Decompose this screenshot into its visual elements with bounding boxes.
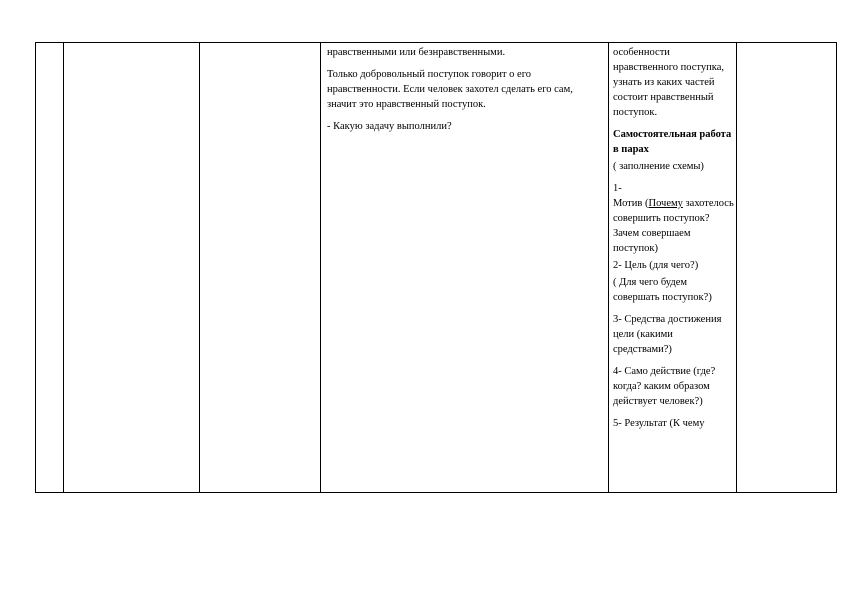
scheme-item-1-number: 1-: [613, 183, 622, 194]
table-cell-1: [36, 43, 64, 493]
scheme-item-2: 2- Цель (для чего?): [613, 260, 699, 271]
scheme-item-1: [613, 181, 734, 256]
table-cell-3: [200, 43, 321, 493]
table-cell-teacher-activity: [321, 43, 609, 493]
teacher-question: - Какую задачу выполнили?: [327, 121, 452, 132]
section-heading: Самостоятельная работа в парах: [613, 129, 732, 155]
teacher-text-paragraph: Только добровольный поступок говорит о его нравственности. Если человек захотел сделать его сам, значит это нравственный поступок.: [327, 69, 573, 110]
scheme-item-4: 4- Само действие (где? когда? каким образом действует человек?): [613, 366, 716, 407]
student-intro: особенности нравственного поступка, узнать из каких частей состоит нравственный поступок.: [613, 47, 724, 118]
table-cell-6: [737, 43, 837, 493]
scheme-item-5: 5- Результат (К чему: [613, 418, 705, 429]
teacher-text-line: нравственными или безнравственными.: [327, 47, 506, 58]
lesson-table: [35, 42, 837, 493]
scheme-item-3: 3- Средства достижения цели (какими средствами?): [613, 314, 722, 355]
scheme-item-1-text: захотелось совершить поступок? Зачем совершаем поступок): [613, 198, 734, 254]
table-cell-student-activity: [609, 43, 737, 493]
scheme-item-2-detail: ( Для чего будем совершать поступок?): [613, 277, 712, 303]
scheme-item-1-underlined: Почему: [648, 198, 683, 209]
scheme-item-1-prefix: Мотив (: [613, 198, 649, 209]
table-cell-2: [64, 43, 200, 493]
table-row: [36, 43, 837, 493]
section-subheading: ( заполнение схемы): [613, 161, 704, 172]
